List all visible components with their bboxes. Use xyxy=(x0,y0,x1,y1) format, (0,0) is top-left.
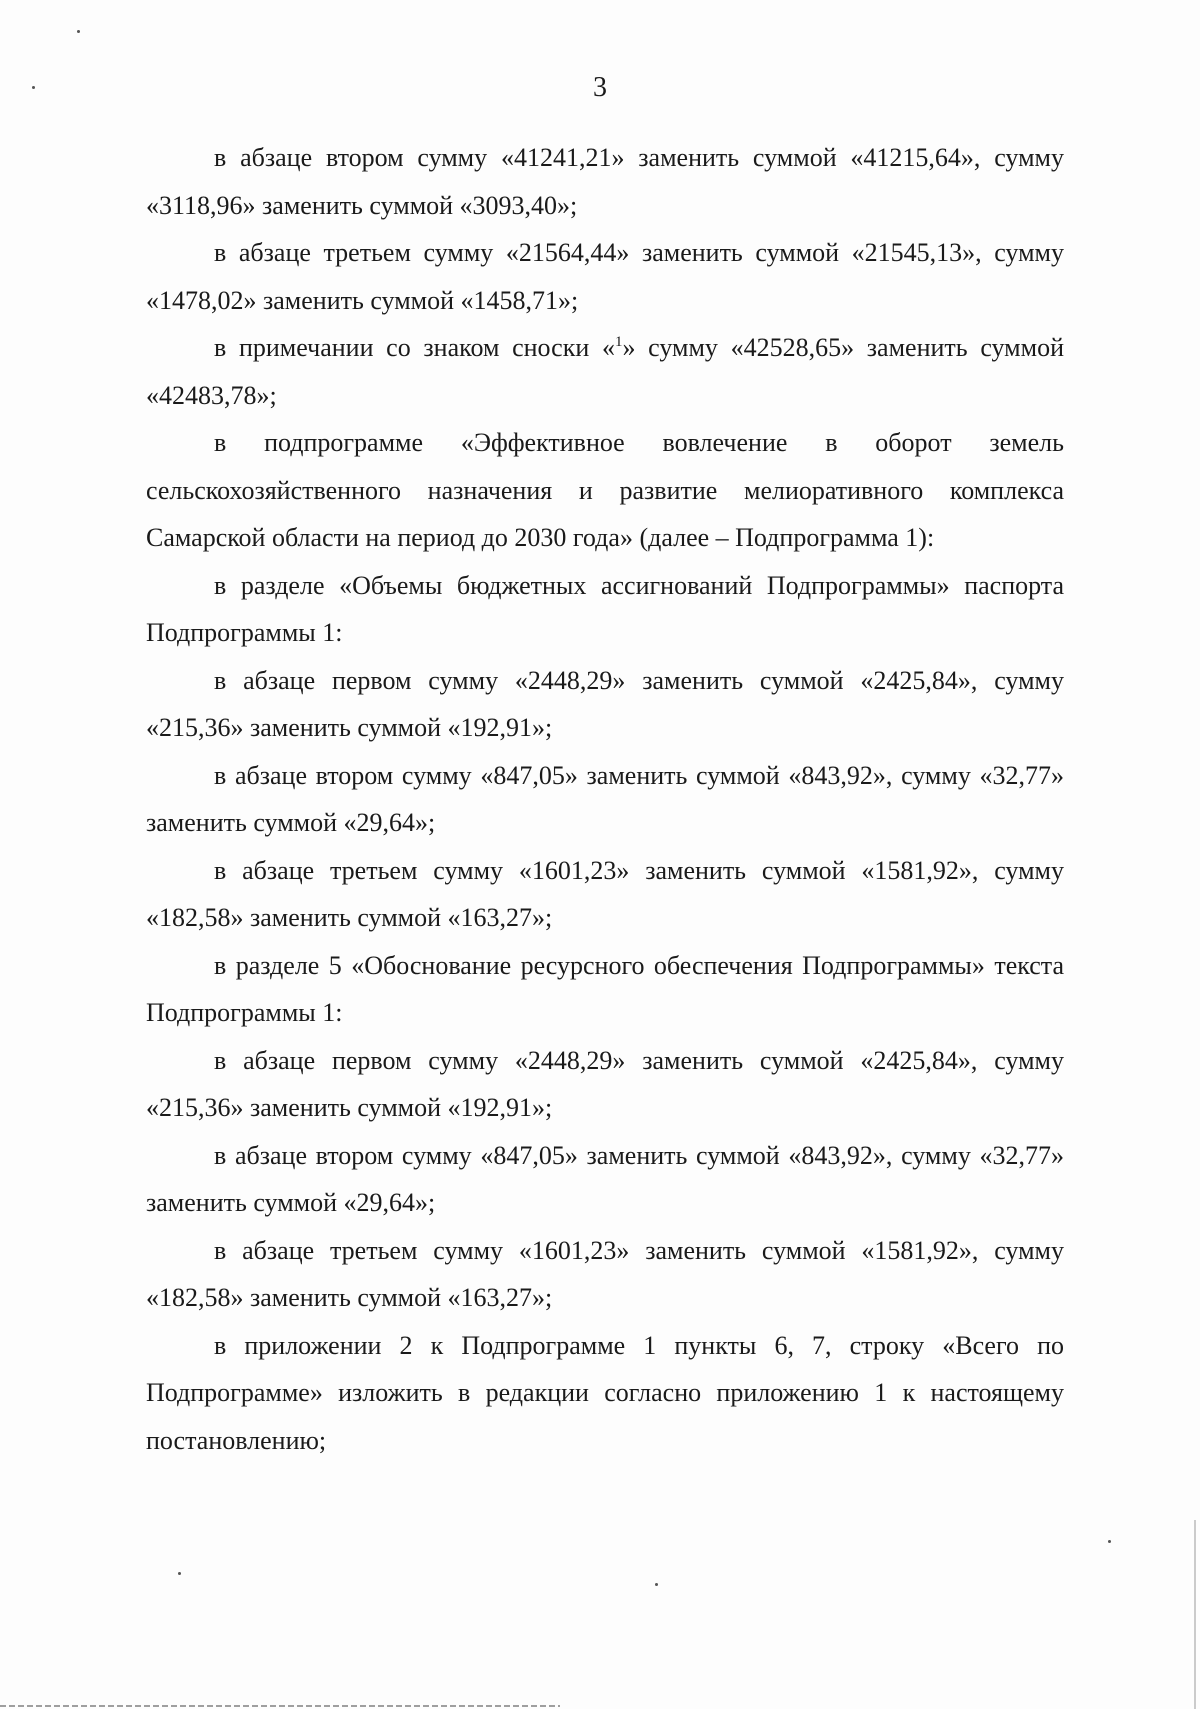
paragraph-10: в абзаце первом сумму «2448,29» заменить суммой «2425,84», сумму «215,36» заменить суммой «192,91»; xyxy=(146,1045,1064,1122)
paragraph-3-before: в примечании со знаком сноски « xyxy=(214,333,615,362)
scan-speck xyxy=(77,30,80,33)
paragraph-3-after: » сумму «42528,65» заменить суммой «42483,78»; xyxy=(146,333,1064,410)
paragraph-13: в приложении 2 к Подпрограмме 1 пункты 6, 7, строку «Всего по Подпрограмме» изложить в редакции согласно приложению 1 к настоящему постановлению; xyxy=(146,1330,1064,1455)
paragraph-7: в абзаце втором сумму «847,05» заменить суммой «843,92», сумму «32,77» заменить суммой «29,64»; xyxy=(146,760,1064,837)
paragraph-5: в разделе «Объемы бюджетных ассигнований Подпрограммы» паспорта Подпрограммы 1: xyxy=(146,570,1064,647)
page-number: 3 xyxy=(593,72,607,103)
paragraph-12: в абзаце третьем сумму «1601,23» заменить суммой «1581,92», сумму «182,58» заменить суммой «163,27»; xyxy=(146,1235,1064,1312)
scan-speck xyxy=(178,1572,181,1575)
paragraph-8: в абзаце третьем сумму «1601,23» заменить суммой «1581,92», сумму «182,58» заменить суммой «163,27»; xyxy=(146,855,1064,932)
scan-bottom-edge xyxy=(0,1705,560,1707)
scan-speck xyxy=(1108,1540,1111,1543)
paragraph-1: в абзаце втором сумму «41241,21» заменить суммой «41215,64», сумму «3118,96» заменить суммой «3093,40»; xyxy=(146,143,1064,220)
paragraph-9: в разделе 5 «Обоснование ресурсного обеспечения Подпрограммы» текста Подпрограммы 1: xyxy=(146,950,1064,1027)
paragraph-11: в абзаце втором сумму «847,05» заменить суммой «843,92», сумму «32,77» заменить суммой «29,64»; xyxy=(146,1140,1064,1217)
paragraph-6: в абзаце первом сумму «2448,29» заменить суммой «2425,84», сумму «215,36» заменить суммой «192,91»; xyxy=(146,665,1064,742)
paragraph-2: в абзаце третьем сумму «21564,44» заменить суммой «21545,13», сумму «1478,02» заменить суммой «1458,71»; xyxy=(146,238,1064,315)
document-body xyxy=(146,134,1064,1464)
paragraph-3 xyxy=(146,324,1064,419)
scan-edge-shadow xyxy=(1194,1520,1196,1709)
paragraph-4: в подпрограмме «Эффективное вовлечение в оборот земель сельскохозяйственного назначения и развитие мелиоративного комплекса Самарской области на период до 2030 года» (далее – Подпрограмма 1): xyxy=(146,428,1064,552)
scan-speck xyxy=(32,86,35,89)
scan-speck xyxy=(655,1583,658,1586)
footnote-mark: 1 xyxy=(614,334,623,350)
